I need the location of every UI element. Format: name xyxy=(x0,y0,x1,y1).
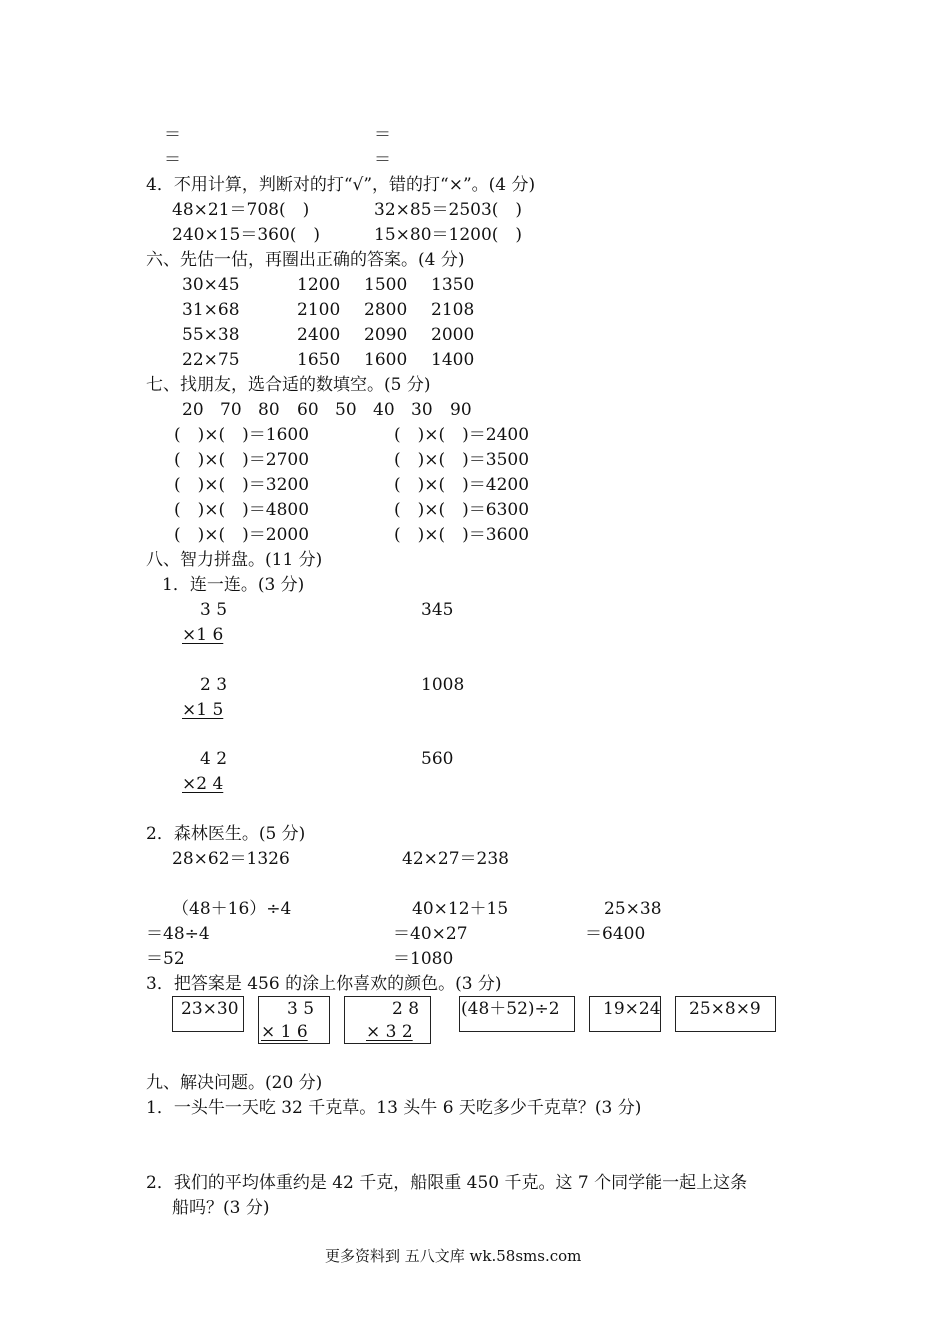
answer-box[interactable] xyxy=(172,996,244,1032)
estimate-option: 2400 xyxy=(297,325,341,345)
estimate-option: 1350 xyxy=(431,275,475,295)
vertical-multiplier: ×2 4 xyxy=(182,774,224,794)
box-multiplier: × 1 6 xyxy=(261,1022,308,1042)
question-title: 2．森林医生。(5 分) xyxy=(146,824,306,844)
number-choice: 40 xyxy=(373,400,395,420)
estimate-option: 1200 xyxy=(297,275,341,295)
estimate-option: 1650 xyxy=(297,350,341,370)
match-answer: 1008 xyxy=(421,675,465,695)
equals-sign: ＝ xyxy=(164,125,181,145)
fill-blank: ( )×( )＝4800 xyxy=(174,500,310,520)
box-expr: 19×24 xyxy=(603,999,661,1019)
judge-item: 15×80＝1200( ) xyxy=(374,225,523,245)
judge-item: 48×21＝708( ) xyxy=(172,200,310,220)
judge-item: 240×15＝360( ) xyxy=(172,225,321,245)
judge-item: 32×85＝2503( ) xyxy=(374,200,523,220)
answer-box[interactable] xyxy=(258,996,330,1044)
fill-blank: ( )×( )＝3200 xyxy=(174,475,310,495)
problem-text: 船吗？(3 分) xyxy=(172,1198,270,1218)
answer-box[interactable] xyxy=(589,996,661,1032)
answer-box[interactable] xyxy=(344,996,431,1044)
problem-text: 2．我们的平均体重约是 42 千克，船限重 450 千克。这 7 个同学能一起上这条 xyxy=(146,1173,748,1193)
match-answer: 560 xyxy=(421,749,454,769)
footer-text: 更多资料到 五八文库 wk.58sms.com xyxy=(325,1247,582,1265)
check-step: ＝48÷4 xyxy=(146,924,210,944)
fill-blank: ( )×( )＝2700 xyxy=(174,450,310,470)
vertical-multiplicand: 3 5 xyxy=(200,600,228,620)
vertical-multiplicand: 4 2 xyxy=(200,749,228,769)
check-step: ＝6400 xyxy=(585,924,646,944)
box-expr: (48＋52)÷2 xyxy=(461,999,560,1019)
vertical-multiplier: ×1 5 xyxy=(182,700,224,720)
section-title: 八、智力拼盘。(11 分) xyxy=(146,550,323,570)
number-choice: 80 xyxy=(258,400,280,420)
check-expr: 42×27＝238 xyxy=(402,849,509,869)
fill-blank: ( )×( )＝2000 xyxy=(174,525,310,545)
question-title: 1．连一连。(3 分) xyxy=(162,575,305,595)
estimate-option: 2108 xyxy=(431,300,475,320)
fill-blank: ( )×( )＝2400 xyxy=(394,425,530,445)
number-choice: 50 xyxy=(335,400,357,420)
estimate-option: 2100 xyxy=(297,300,341,320)
estimate-expr: 22×75 xyxy=(182,350,240,370)
box-expr: 23×30 xyxy=(181,999,239,1019)
fill-blank: ( )×( )＝3500 xyxy=(394,450,530,470)
section-title: 六、先估一估，再圈出正确的答案。(4 分) xyxy=(146,250,465,270)
vertical-multiplier: ×1 6 xyxy=(182,625,224,645)
estimate-expr: 31×68 xyxy=(182,300,240,320)
equals-sign: ＝ xyxy=(164,150,181,170)
estimate-option: 2090 xyxy=(364,325,408,345)
fill-blank: ( )×( )＝6300 xyxy=(394,500,530,520)
number-choice: 20 xyxy=(182,400,204,420)
fill-blank: ( )×( )＝3600 xyxy=(394,525,530,545)
number-choice: 30 xyxy=(411,400,433,420)
estimate-option: 2800 xyxy=(364,300,408,320)
answer-box[interactable] xyxy=(675,996,776,1032)
check-expr: 28×62＝1326 xyxy=(172,849,290,869)
estimate-option: 2000 xyxy=(431,325,475,345)
box-multiplicand: 3 5 xyxy=(287,999,315,1019)
match-answer: 345 xyxy=(421,600,454,620)
equals-sign: ＝ xyxy=(374,125,391,145)
box-multiplicand: 2 8 xyxy=(392,999,420,1019)
question-title: 3．把答案是 456 的涂上你喜欢的颜色。(3 分) xyxy=(146,974,502,994)
number-choice: 60 xyxy=(297,400,319,420)
problem-text: 1．一头牛一天吃 32 千克草。13 头牛 6 天吃多少千克草？(3 分) xyxy=(146,1098,642,1118)
check-step: ＝1080 xyxy=(393,949,454,969)
answer-box[interactable] xyxy=(459,996,575,1032)
estimate-option: 1600 xyxy=(364,350,408,370)
number-choice: 70 xyxy=(220,400,242,420)
estimate-option: 1500 xyxy=(364,275,408,295)
check-step: （48＋16）÷4 xyxy=(172,899,292,919)
check-step: ＝52 xyxy=(146,949,185,969)
estimate-expr: 30×45 xyxy=(182,275,240,295)
estimate-expr: 55×38 xyxy=(182,325,240,345)
box-multiplier: × 3 2 xyxy=(366,1022,413,1042)
fill-blank: ( )×( )＝4200 xyxy=(394,475,530,495)
section-title: 七、找朋友，选合适的数填空。(5 分) xyxy=(146,375,431,395)
section-title: 九、解决问题。(20 分) xyxy=(146,1073,323,1093)
check-step: 25×38 xyxy=(604,899,662,919)
number-choice: 90 xyxy=(450,400,472,420)
estimate-option: 1400 xyxy=(431,350,475,370)
box-expr: 25×8×9 xyxy=(689,999,761,1019)
fill-blank: ( )×( )＝1600 xyxy=(174,425,310,445)
check-step: ＝40×27 xyxy=(393,924,468,944)
question-title: 4．不用计算，判断对的打“√”，错的打“×”。(4 分) xyxy=(146,175,536,195)
check-step: 40×12＋15 xyxy=(412,899,509,919)
equals-sign: ＝ xyxy=(374,150,391,170)
vertical-multiplicand: 2 3 xyxy=(200,675,228,695)
